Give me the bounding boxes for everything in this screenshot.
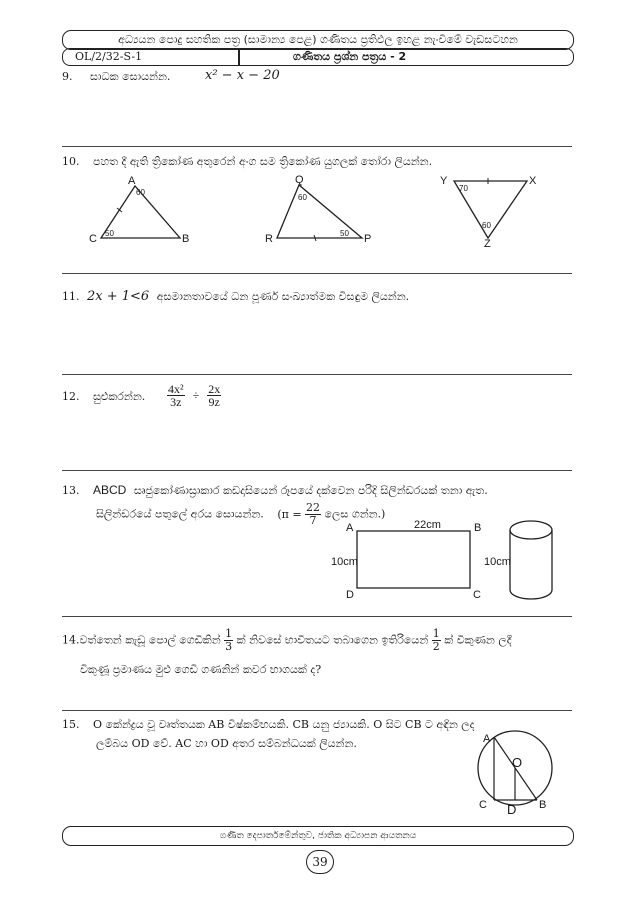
numerator: 2x [208, 382, 221, 396]
question-number: 15. [62, 718, 80, 731]
numerator: 1 [432, 627, 440, 640]
page-number: 39 [306, 850, 334, 874]
numerator: 4x² [168, 382, 184, 396]
angle-label: 50 [105, 229, 114, 238]
vertex-label: D [346, 589, 354, 601]
denominator: 7 [309, 514, 317, 527]
angle-label: 70 [459, 184, 468, 193]
question-15-line2: ලම්බය OD වේ. AC හා OD අතර සම්බන්ධයක් ලියන්න. [96, 737, 357, 750]
rect-name: ABCD [93, 483, 127, 497]
angle-label: 60 [482, 221, 491, 230]
question-text: අසමානතාවයේ ධන පූර්ණ සංඛ්‍යාත්මක විසඳුම ලියන්න. [156, 290, 410, 303]
q9-expression: x² − x − 20 [205, 68, 280, 83]
dimension-label: 10cm [484, 556, 511, 568]
vertex-label: Y [440, 175, 448, 187]
pi-note: (π = [277, 507, 302, 521]
vertex-label: Q [295, 174, 304, 186]
question-text: සෘජුකෝණාස්‍රාකාර කඩදාසියෙන් රූපයේ දක්වෙන පරිදි සිලින්ඩරයක් තනා ඇත. [133, 484, 488, 497]
vertex-label: A [346, 522, 354, 534]
point-label: O [512, 755, 523, 770]
vertex-label: P [364, 233, 372, 245]
point-label: D [507, 802, 517, 817]
denominator: 9z [208, 395, 220, 409]
question-text: O කේන්ද්‍රය වූ වෘත්තයක AB විෂ්කම්භයකි. CB යනු ජ්‍යායකි. O සිට CB ට අඳින ලද [93, 718, 475, 731]
angle-label: 50 [340, 229, 349, 238]
question-number: 12. [62, 390, 80, 403]
vertex-label: B [182, 233, 190, 245]
angle-label: 60 [298, 193, 307, 202]
paper-name: ගණිතය ප්‍රශ්න පත්‍රය - 2 [293, 50, 407, 63]
vertex-label: B [474, 522, 482, 534]
question-number: 9. [62, 70, 73, 83]
paper-code: OL/2/32-S-1 [75, 50, 143, 63]
dimension-label: 10cm [331, 556, 358, 568]
point-label: C [479, 799, 487, 811]
question-14-line2: විකුණූ ප්‍රමාණය මුළු ගෙඩි ගණනින් කවර භාගයක් ද? [80, 663, 322, 676]
question-text: වත්තෙන් කැඩූ පොල් ගෙඩිකින් [79, 633, 221, 647]
numerator: 1 [225, 627, 233, 640]
question-number: 14. [62, 633, 80, 647]
vertex-label: Z [484, 238, 491, 250]
point-label: B [539, 799, 547, 811]
point-label: A [483, 733, 491, 745]
question-text: සුළුකරන්න. [93, 390, 146, 403]
question-number: 11. [62, 290, 80, 303]
denominator: 2 [432, 640, 440, 653]
question-text: ක් විකුණන ලදී [444, 633, 512, 647]
question-text: සාධක සොයන්න. [90, 70, 171, 83]
operator: ÷ [192, 388, 200, 402]
vertex-label: R [265, 233, 273, 245]
denominator: 3 [225, 640, 233, 653]
header-title: අධ්‍යයන පොදු සහතික පත්‍ර (සාමාන්‍ය පෙළ) ගණිතය ප්‍රතිඵල ඉහළ නැංවීමේ වැඩසටහන [62, 30, 574, 50]
vertex-label: A [128, 175, 136, 187]
pi-note: ලෙස ගන්න.) [324, 507, 386, 521]
vertex-label: X [529, 175, 537, 187]
vertex-label: C [473, 589, 481, 601]
dimension-label: 22cm [414, 519, 441, 531]
denominator: 3z [170, 395, 182, 409]
numerator: 22 [306, 501, 321, 514]
question-text: පහත දී ඇති ත්‍රිකෝණ අතුරෙන් අංග සම ත්‍රිකෝණ යුගලක් තෝරා ලියන්න. [93, 155, 433, 168]
footer-institute: ගණිත දෙපාර්තමේන්තුව, ජාතික අධ්‍යාපන ආයතනය [62, 826, 574, 846]
vertex-label: C [89, 233, 97, 245]
angle-label: 60 [136, 188, 145, 197]
question-number: 10. [62, 155, 80, 168]
question-text: ක් නිවසේ භාවිතයට තබාගෙන ඉතිරියෙන් [236, 633, 429, 647]
question-number: 13. [62, 484, 80, 497]
q11-expression: 2x + 1<6 [87, 289, 150, 304]
question-text: සිලින්ඩරයේ පතුලේ අරය සොයන්න. [96, 507, 264, 521]
